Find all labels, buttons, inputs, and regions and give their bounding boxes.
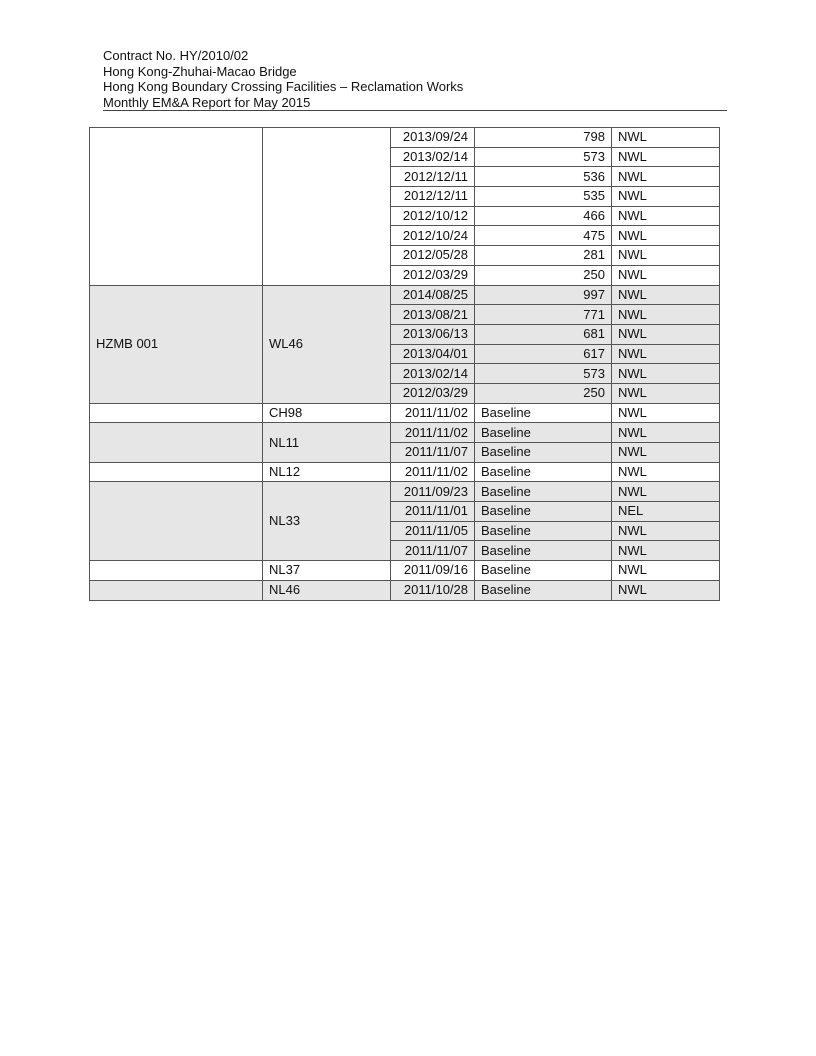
table-row	[90, 423, 720, 443]
table-row	[90, 462, 720, 482]
station-cell	[90, 561, 263, 581]
header-facility-name: Hong Kong Boundary Crossing Facilities – Reclamation Works	[103, 79, 464, 94]
value-cell: Baseline	[475, 443, 612, 463]
document-header	[103, 48, 727, 110]
table-row	[90, 128, 720, 148]
type-cell: NWL	[612, 521, 720, 541]
date-cell: 2012/12/11	[391, 167, 475, 187]
date-cell: 2013/09/24	[391, 128, 475, 148]
date-cell: 2012/03/29	[391, 265, 475, 285]
type-cell: NWL	[612, 482, 720, 502]
date-cell: 2011/11/07	[391, 541, 475, 561]
station-cell	[90, 580, 263, 600]
station-cell	[90, 128, 263, 286]
date-cell: 2011/10/28	[391, 580, 475, 600]
location-cell: WL46	[263, 285, 391, 403]
type-cell: NWL	[612, 580, 720, 600]
date-cell: 2012/05/28	[391, 246, 475, 266]
type-cell: NWL	[612, 128, 720, 148]
value-cell: Baseline	[475, 561, 612, 581]
date-cell: 2011/11/01	[391, 502, 475, 522]
date-cell: 2011/11/05	[391, 521, 475, 541]
value-cell: Baseline	[475, 521, 612, 541]
type-cell: NWL	[612, 285, 720, 305]
header-contract-no: Contract No. HY/2010/02	[103, 48, 249, 63]
monitoring-data-table	[89, 127, 720, 601]
value-cell: 535	[475, 187, 612, 207]
station-cell	[90, 482, 263, 561]
value-cell: Baseline	[475, 462, 612, 482]
type-cell: NWL	[612, 206, 720, 226]
date-cell: 2013/02/14	[391, 364, 475, 384]
type-cell: NWL	[612, 561, 720, 581]
date-cell: 2012/03/29	[391, 383, 475, 403]
date-cell: 2012/12/11	[391, 187, 475, 207]
value-cell: 250	[475, 265, 612, 285]
date-cell: 2013/02/14	[391, 147, 475, 167]
value-cell: 798	[475, 128, 612, 148]
date-cell: 2011/11/02	[391, 462, 475, 482]
date-cell: 2011/11/02	[391, 403, 475, 423]
value-cell: 997	[475, 285, 612, 305]
value-cell: 617	[475, 344, 612, 364]
location-cell	[263, 128, 391, 286]
type-cell: NWL	[612, 246, 720, 266]
value-cell: 281	[475, 246, 612, 266]
value-cell: 536	[475, 167, 612, 187]
type-cell: NEL	[612, 502, 720, 522]
location-cell: NL46	[263, 580, 391, 600]
location-cell: NL37	[263, 561, 391, 581]
value-cell: 573	[475, 364, 612, 384]
value-cell: Baseline	[475, 541, 612, 561]
type-cell: NWL	[612, 265, 720, 285]
table-row	[90, 482, 720, 502]
value-cell: Baseline	[475, 423, 612, 443]
date-cell: 2013/04/01	[391, 344, 475, 364]
type-cell: NWL	[612, 344, 720, 364]
date-cell: 2011/11/02	[391, 423, 475, 443]
value-cell: 681	[475, 324, 612, 344]
table-body	[90, 128, 720, 601]
location-cell: NL11	[263, 423, 391, 462]
header-report-title: Monthly EM&A Report for May 2015	[103, 94, 311, 110]
value-cell: 771	[475, 305, 612, 325]
location-cell: CH98	[263, 403, 391, 423]
value-cell: 573	[475, 147, 612, 167]
station-cell: HZMB 001	[90, 285, 263, 403]
type-cell: NWL	[612, 443, 720, 463]
type-cell: NWL	[612, 226, 720, 246]
date-cell: 2013/06/13	[391, 324, 475, 344]
date-cell: 2013/08/21	[391, 305, 475, 325]
value-cell: Baseline	[475, 580, 612, 600]
station-cell	[90, 462, 263, 482]
type-cell: NWL	[612, 423, 720, 443]
type-cell: NWL	[612, 187, 720, 207]
header-project-name: Hong Kong-Zhuhai-Macao Bridge	[103, 63, 297, 79]
date-cell: 2011/09/23	[391, 482, 475, 502]
table-row	[90, 285, 720, 305]
table-row	[90, 561, 720, 581]
location-cell: NL33	[263, 482, 391, 561]
type-cell: NWL	[612, 541, 720, 561]
location-cell: NL12	[263, 462, 391, 482]
station-cell	[90, 403, 263, 423]
header-divider	[103, 110, 727, 111]
type-cell: NWL	[612, 167, 720, 187]
type-cell: NWL	[612, 364, 720, 384]
date-cell: 2011/11/07	[391, 443, 475, 463]
type-cell: NWL	[612, 147, 720, 167]
station-cell	[90, 423, 263, 462]
type-cell: NWL	[612, 383, 720, 403]
value-cell: Baseline	[475, 502, 612, 522]
type-cell: NWL	[612, 324, 720, 344]
type-cell: NWL	[612, 305, 720, 325]
value-cell: Baseline	[475, 482, 612, 502]
date-cell: 2012/10/24	[391, 226, 475, 246]
value-cell: Baseline	[475, 403, 612, 423]
table-row	[90, 580, 720, 600]
table-row	[90, 403, 720, 423]
date-cell: 2012/10/12	[391, 206, 475, 226]
value-cell: 475	[475, 226, 612, 246]
type-cell: NWL	[612, 403, 720, 423]
date-cell: 2011/09/16	[391, 561, 475, 581]
type-cell: NWL	[612, 462, 720, 482]
value-cell: 250	[475, 383, 612, 403]
date-cell: 2014/08/25	[391, 285, 475, 305]
value-cell: 466	[475, 206, 612, 226]
